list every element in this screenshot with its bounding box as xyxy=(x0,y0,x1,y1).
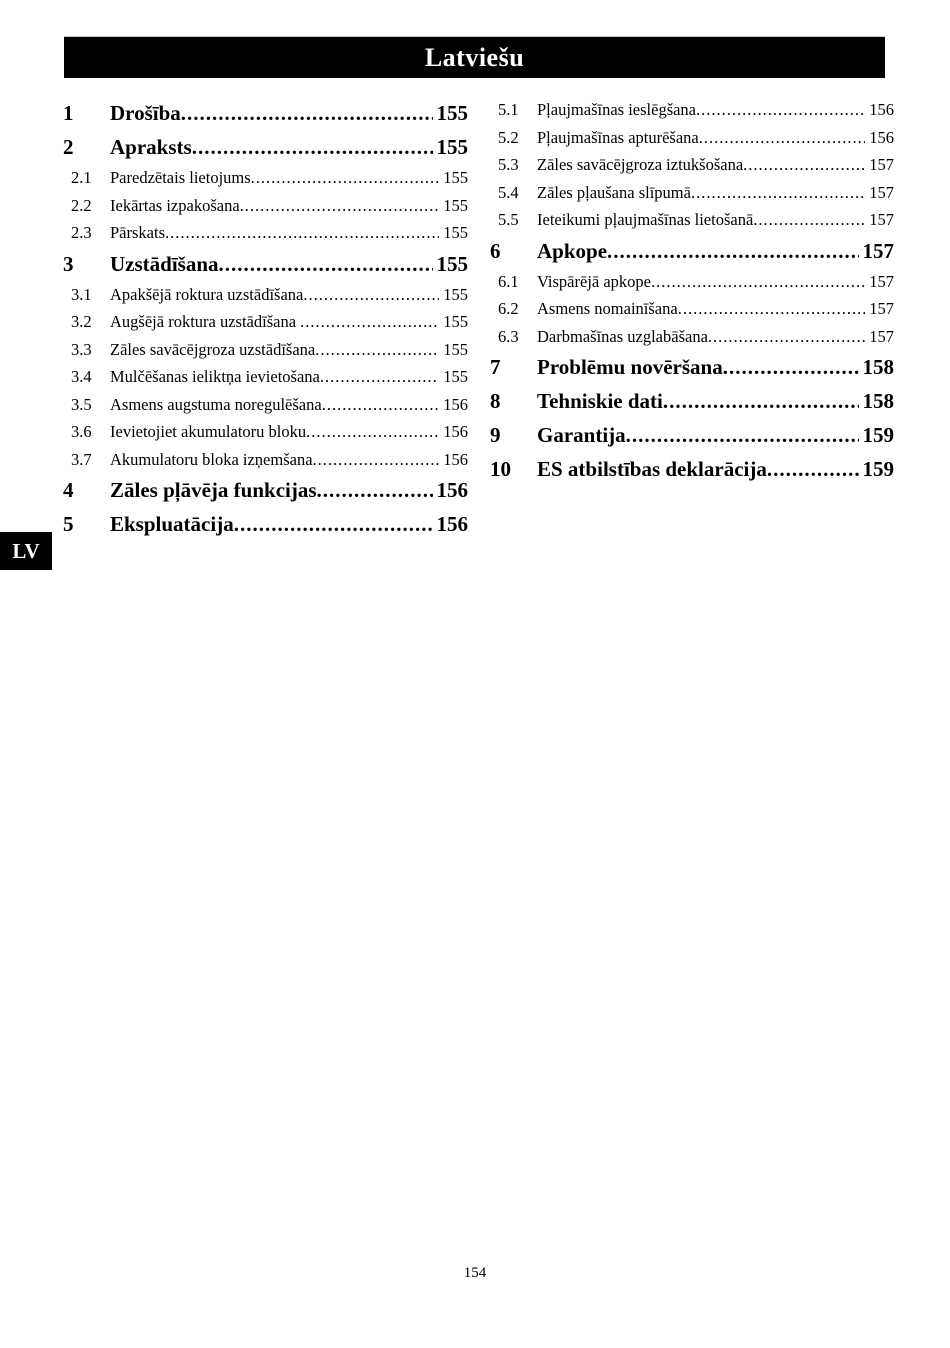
toc-leader-dots xyxy=(322,391,440,419)
toc-entry-page: 157 xyxy=(869,271,894,291)
toc-entry-title: Pļaujmašīnas apturēšana xyxy=(537,127,699,147)
toc-leader-dots xyxy=(723,350,859,384)
toc-entry-number: 2.1 xyxy=(71,168,92,187)
toc-entry-number: 3.3 xyxy=(71,339,92,359)
toc-entry-page: 155 xyxy=(443,312,468,331)
toc-entry-number: 5.2 xyxy=(498,127,519,147)
toc-entry xyxy=(490,268,894,296)
toc-leader-dots xyxy=(663,384,859,418)
toc-entry-page: 157 xyxy=(862,238,894,263)
toc-leader-dots xyxy=(691,179,865,207)
toc-entry-page: 155 xyxy=(443,339,468,359)
toc-leader-dots xyxy=(317,473,433,507)
toc-entry-page: 157 xyxy=(869,326,894,346)
toc-entry xyxy=(490,124,894,152)
toc-leader-dots xyxy=(708,323,865,351)
toc-entry xyxy=(63,192,468,220)
toc-entry-number: 5 xyxy=(63,512,74,536)
toc-entry-page: 157 xyxy=(869,182,894,202)
toc-entry-page: 159 xyxy=(862,423,894,447)
page-title: Latviešu xyxy=(424,42,525,72)
toc-left-column xyxy=(63,96,468,541)
toc-entry-page: 155 xyxy=(443,367,468,386)
toc-entry-page: 155 xyxy=(443,223,468,242)
toc-leader-dots xyxy=(303,281,439,309)
toc-entry xyxy=(63,507,468,541)
toc-entry-number: 6 xyxy=(490,238,501,263)
toc-entry-title: Uzstādīšana xyxy=(110,251,219,276)
toc-entry-title: Vispārējā apkope xyxy=(537,271,652,291)
toc-entry-title: Zāles savācējgroza iztukšošana xyxy=(537,155,744,174)
toc-entry-title: Apakšējā roktura uzstādīšana xyxy=(110,284,304,304)
toc-entry-title: Iekārtas izpakošana xyxy=(110,195,240,215)
toc-entry-page: 155 xyxy=(443,284,468,304)
toc-entry xyxy=(63,363,468,391)
toc-entry-title: Garantija xyxy=(537,423,626,447)
toc-entry-title: Mulčēšanas ieliktņa ievietošana xyxy=(110,367,320,386)
toc-entry-number: 3.6 xyxy=(71,422,92,441)
toc-entry-number: 6.1 xyxy=(498,271,519,291)
toc-entry-page: 158 xyxy=(862,389,894,413)
toc-leader-dots xyxy=(753,206,865,234)
toc-entry-title: Ievietojiet akumulatoru bloku xyxy=(110,422,307,441)
toc-leader-dots xyxy=(240,192,440,220)
toc-entry-title: Zāles pļaušana slīpumā xyxy=(537,182,691,202)
toc-entry-title: Ieteikumi pļaujmašīnas lietošanā xyxy=(537,210,754,229)
toc-entry-number: 3.7 xyxy=(71,449,92,469)
toc-entry-page: 159 xyxy=(862,457,894,481)
toc-entry-number: 6.3 xyxy=(498,326,519,346)
toc-entry-page: 155 xyxy=(443,168,468,187)
toc-entry-title: ES atbilstības deklarācija xyxy=(537,457,767,481)
toc-entry xyxy=(490,206,894,234)
toc-entry-title: Pļaujmašīnas ieslēgšana xyxy=(537,100,697,119)
toc-entry xyxy=(63,164,468,192)
toc-entry-number: 10 xyxy=(490,457,511,481)
toc-leader-dots xyxy=(306,418,439,446)
toc-leader-dots xyxy=(607,234,858,268)
toc-entry-page: 157 xyxy=(869,210,894,229)
toc-entry xyxy=(63,418,468,446)
toc-entry-page: 156 xyxy=(443,394,468,414)
page-number: 154 xyxy=(463,1265,487,1281)
toc-entry-number: 5.4 xyxy=(498,182,519,202)
toc-entry-title: Zāles savācējgroza uzstādīšana xyxy=(110,339,316,359)
toc-entry-number: 2.2 xyxy=(71,195,92,215)
toc-entry-title: Akumulatoru bloka izņemšana xyxy=(110,449,313,469)
toc-leader-dots xyxy=(219,247,433,281)
toc-leader-dots xyxy=(696,96,865,124)
toc-entry-number: 3.1 xyxy=(71,284,92,304)
toc-entry xyxy=(490,234,894,268)
toc-leader-dots xyxy=(626,418,859,452)
toc-entry-number: 2 xyxy=(63,135,74,159)
toc-leader-dots xyxy=(315,336,439,364)
toc-entry-title: Ekspluatācija xyxy=(110,512,234,536)
toc-leader-dots xyxy=(192,130,433,164)
toc-entry xyxy=(63,473,468,507)
toc-entry-page: 156 xyxy=(436,478,468,502)
toc-entry xyxy=(490,350,894,384)
toc-entry-title: Apkope xyxy=(537,238,608,263)
toc-entry-title: Apraksts xyxy=(110,135,192,159)
toc-leader-dots xyxy=(300,308,439,336)
toc-entry xyxy=(490,96,894,124)
toc-entry-number: 5.1 xyxy=(498,100,519,119)
toc-entry xyxy=(490,418,894,452)
toc-entry-number: 3.5 xyxy=(71,394,92,414)
toc-right-column xyxy=(490,96,894,486)
toc-entry-number: 5.3 xyxy=(498,155,519,174)
toc-entry-page: 156 xyxy=(443,449,468,469)
toc-entry xyxy=(63,336,468,364)
toc-entry-title: Paredzētais lietojums xyxy=(110,168,251,187)
toc-entry xyxy=(63,281,468,309)
toc-entry-page: 158 xyxy=(862,355,894,379)
toc-leader-dots xyxy=(743,151,865,179)
toc-entry xyxy=(490,151,894,179)
language-header-bar xyxy=(64,36,885,78)
toc-entry xyxy=(490,323,894,351)
toc-entry xyxy=(63,219,468,247)
toc-entry xyxy=(490,452,894,486)
toc-leader-dots xyxy=(251,164,440,192)
toc-entry-title: Problēmu novēršana xyxy=(537,355,723,379)
toc-entry-page: 156 xyxy=(436,512,468,536)
toc-leader-dots xyxy=(320,363,439,391)
toc-leader-dots xyxy=(234,507,433,541)
toc-entry-title: Pārskats xyxy=(110,223,165,242)
toc-entry-number: 2.3 xyxy=(71,223,92,242)
toc-entry xyxy=(63,446,468,474)
toc-entry-page: 155 xyxy=(443,195,468,215)
toc-leader-dots xyxy=(699,124,866,152)
toc-entry xyxy=(490,384,894,418)
toc-entry xyxy=(63,308,468,336)
toc-entry-number: 9 xyxy=(490,423,501,447)
toc-entry-title: Drošība xyxy=(110,101,181,125)
toc-leader-dots xyxy=(313,446,440,474)
toc-entry-page: 155 xyxy=(436,101,468,125)
toc-entry xyxy=(490,295,894,323)
toc-entry-page: 155 xyxy=(436,251,468,276)
toc-entry-page: 157 xyxy=(869,299,894,318)
toc-entry-title: Darbmašīnas uzglabāšana xyxy=(537,326,708,346)
toc-leader-dots xyxy=(678,295,866,323)
toc-entry-number: 3 xyxy=(63,251,74,276)
toc-entry xyxy=(490,179,894,207)
toc-entry-title: Asmens augstuma noregulēšana xyxy=(110,394,322,414)
toc-entry-number: 6.2 xyxy=(498,299,519,318)
toc-entry-title: Tehniskie dati xyxy=(537,389,663,413)
toc-entry-number: 3.4 xyxy=(71,367,92,386)
toc-entry-number: 8 xyxy=(490,389,501,413)
toc-entry-number: 3.2 xyxy=(71,312,92,331)
toc-leader-dots xyxy=(165,219,439,247)
toc-entry xyxy=(63,391,468,419)
toc-entry-page: 156 xyxy=(443,422,468,441)
toc-leader-dots xyxy=(767,452,859,486)
language-tab: LV xyxy=(0,532,52,570)
toc-entry-title: Asmens nomainīšana xyxy=(537,299,678,318)
toc-entry xyxy=(63,247,468,281)
toc-entry-page: 157 xyxy=(869,155,894,174)
toc-leader-dots xyxy=(651,268,865,296)
toc-leader-dots xyxy=(181,96,433,130)
toc-entry-page: 156 xyxy=(869,100,894,119)
toc-entry-page: 155 xyxy=(436,135,468,159)
toc-entry xyxy=(63,130,468,164)
toc-entry xyxy=(63,96,468,130)
toc-entry-title: Augšējā roktura uzstādīšana xyxy=(110,312,301,331)
toc-entry-number: 1 xyxy=(63,101,74,125)
toc-entry-number: 5.5 xyxy=(498,210,519,229)
toc-entry-number: 7 xyxy=(490,355,501,379)
toc-entry-title: Zāles pļāvēja funkcijas xyxy=(110,478,317,502)
toc-entry-number: 4 xyxy=(63,478,74,502)
toc-entry-page: 156 xyxy=(869,127,894,147)
